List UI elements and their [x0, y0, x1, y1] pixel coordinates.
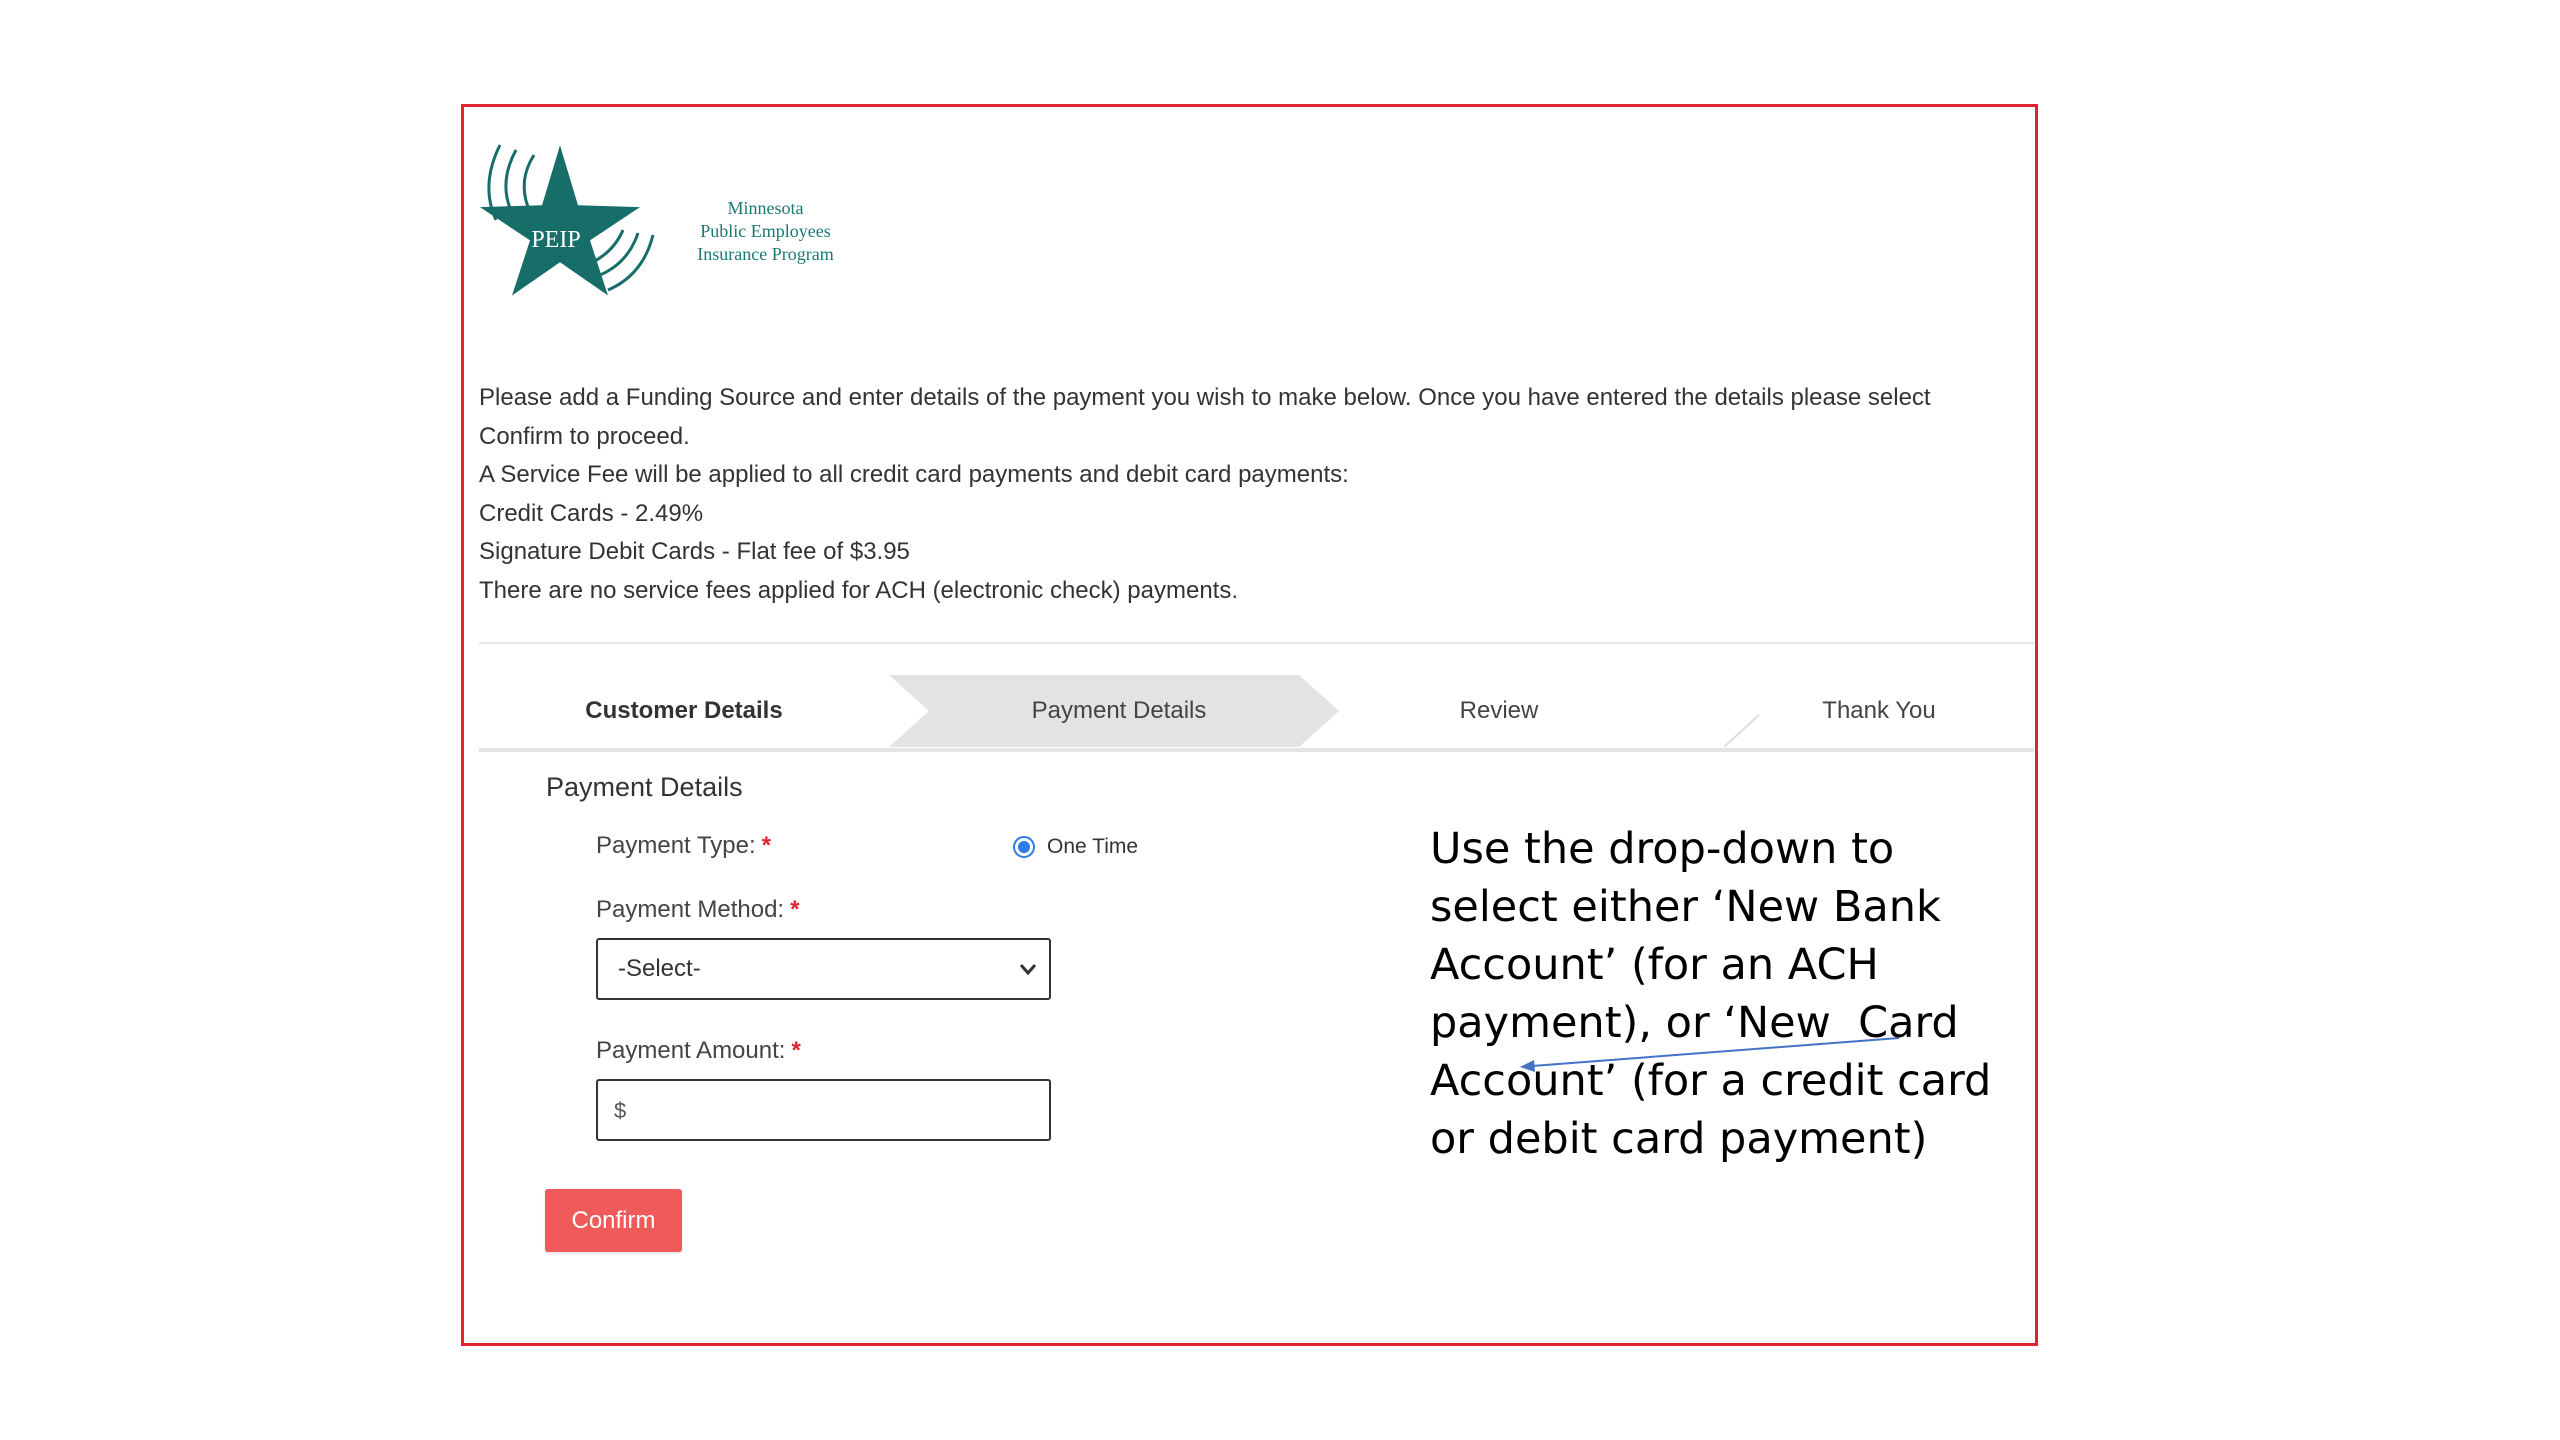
- required-marker: *: [791, 1037, 801, 1064]
- step-customer-details[interactable]: Customer Details: [585, 697, 783, 724]
- payment-method-value: -Select-: [618, 955, 701, 982]
- required-marker: *: [790, 896, 800, 923]
- intro-line: Confirm to proceed.: [479, 422, 690, 450]
- intro-line: A Service Fee will be applied to all credit card payments and debit card payments:: [479, 461, 1349, 488]
- payment-amount-input[interactable]: [612, 1081, 1036, 1141]
- chevron-down-icon: [1017, 958, 1039, 980]
- confirm-button[interactable]: Confirm: [545, 1189, 682, 1252]
- payment-amount-label: [596, 1037, 801, 1065]
- payment-amount-field[interactable]: [596, 1079, 1051, 1141]
- annotation-callout: [1430, 820, 2050, 1168]
- divider: [479, 642, 2034, 644]
- step-review[interactable]: Review: [1459, 697, 1539, 724]
- one-time-radio[interactable]: [1013, 836, 1035, 858]
- step-thank-you[interactable]: Thank You: [1822, 697, 1936, 724]
- payment-type-label: [596, 832, 771, 860]
- required-marker: *: [761, 832, 771, 859]
- intro-line: Signature Debit Cards - Flat fee of $3.95: [479, 538, 910, 565]
- annotation-line: Account’ (for an ACH: [1430, 940, 1879, 990]
- payment-method-select[interactable]: [596, 938, 1051, 1000]
- steps-underline: [479, 748, 2034, 752]
- intro-text: [479, 379, 2024, 610]
- annotation-line: select either ‘New Bank: [1430, 882, 1941, 932]
- annotation-line: payment), or ‘New Card: [1430, 998, 1959, 1048]
- progress-steps: [479, 675, 2034, 747]
- payment-amount-label-text: Payment Amount:: [596, 1037, 786, 1064]
- payment-method-label: [596, 896, 799, 924]
- payment-method-label-text: Payment Method:: [596, 896, 785, 923]
- payment-type-label-text: Payment Type:: [596, 832, 756, 859]
- annotation-line: Account’ (for a credit card: [1430, 1056, 1992, 1106]
- one-time-radio-label[interactable]: One Time: [1047, 835, 1139, 858]
- logo-org-name: [673, 197, 858, 266]
- logo-line: Public Employees: [700, 221, 831, 241]
- peip-logo: [478, 125, 858, 305]
- intro-line: Credit Cards - 2.49%: [479, 499, 704, 527]
- intro-line: There are no service fees applied for ACH (electronic check) payments.: [479, 576, 1239, 604]
- star-logo-icon: [478, 125, 678, 305]
- annotation-line: Use the drop-down to: [1430, 824, 1895, 874]
- intro-line: Please add a Funding Source and enter details of the payment you wish to make below. Once you have entered the details please select: [479, 384, 1931, 411]
- svg-text:PEIP: PEIP: [531, 227, 581, 253]
- logo-line: Insurance Program: [697, 244, 834, 264]
- annotation-line: or debit card payment): [1430, 1114, 1928, 1164]
- step-payment-details[interactable]: Payment Details: [1031, 697, 1207, 724]
- section-title: Payment Details: [546, 772, 743, 802]
- logo-line: Minnesota: [727, 198, 804, 218]
